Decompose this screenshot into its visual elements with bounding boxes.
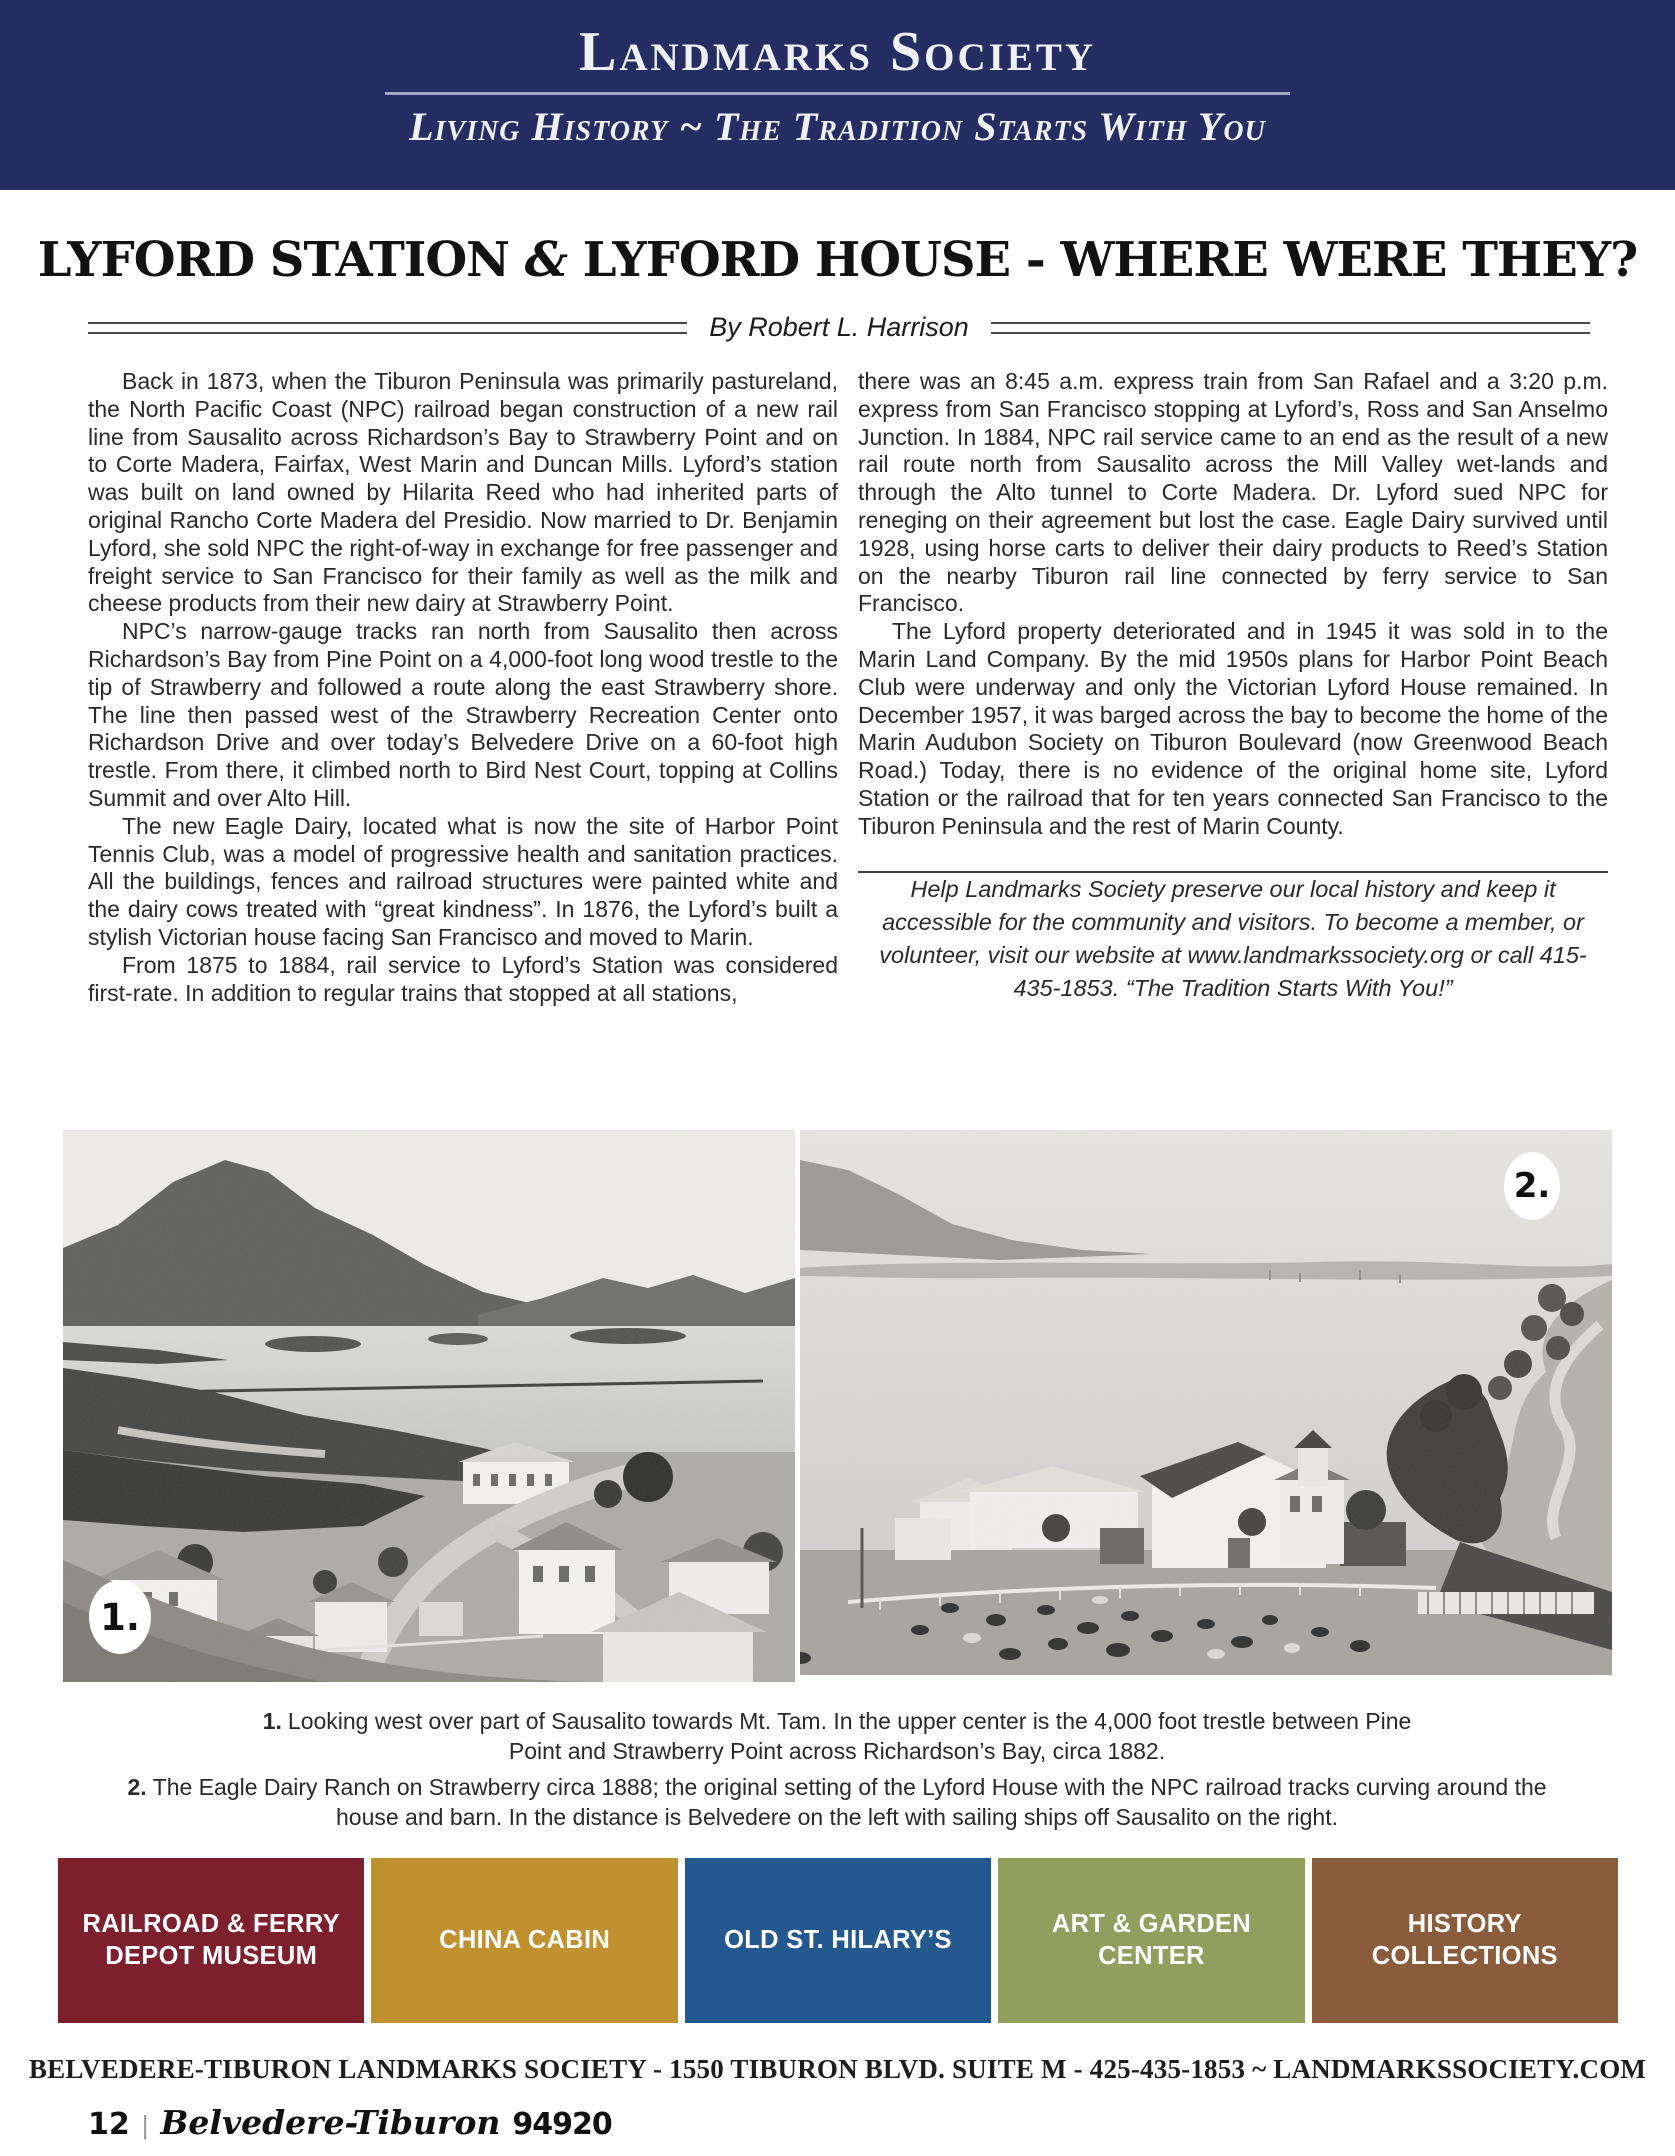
masthead [0,0,1675,190]
photo-sausalito-trestle [63,1130,795,1682]
caption-photo-1 [257,1706,1417,1766]
caption-1-text: Looking west over part of Sausalito towards Mt. Tam. In the upper center is the 4,000 foot trestle between Pine Point and Strawberry Point across Richardson’s Bay, circa 1882. [287,1708,1412,1764]
caption-photo-2 [112,1772,1562,1832]
article-column-left [88,368,838,1007]
article-title-ampersand: & [524,232,568,288]
site-box-china-cabin: CHINA CABIN [371,1858,677,2023]
site-box-railroad-ferry-depot-museum: RAILROAD & FERRY DEPOT MUSEUM [58,1858,364,2023]
publication-zip: 94920 [512,2107,612,2142]
article-body [88,368,1608,1007]
publication-name: Belvedere-Tiburon [160,2103,501,2142]
membership-callout: Help Landmarks Society preserve our local history and keep it accessible for the community and visitors. To become a member, or volunteer, visit our website at www.landmarkssociety.org or call 415-435-1853. “The Tradition Starts With You!” [879,875,1587,1001]
society-address-line: BELVEDERE-TIBURON LANDMARKS SOCIETY - 1550 TIBURON BLVD. SUITE M - 425-435-1853 ~ LANDMARKSSOCIETY.COM [28,2054,1647,2084]
paragraph: The Lyford property deteriorated and in 1945 it was sold in to the Marin Land Company. By the mid 1950s plans for Harbor Point Beach Club were underway and only the Victorian Lyford House remained. In December 1957, it was barged across the bay to become the home of the Marin Audubon Society on Tiburon Boulevard (now Greenwood Beach Road.) Today, there is no evidence of the original home site, Lyford Station or the railroad that for ten years connected San Francisco to the Tiburon Peninsula and the rest of Marin County. [858,618,1608,839]
article-column-right [858,368,1608,1007]
site-box-history-collections: HISTORY COLLECTIONS [1312,1858,1618,2023]
paragraph: there was an 8:45 a.m. express train from San Rafael and a 3:20 p.m. express from San Francisco stopping at Lyford’s, Ross and San Anselmo Junction. In 1884, NPC rail service came to an end as the result of a new rail route north from Sausalito across the Mill Valley wet-lands and through the Alto tunnel to Corte Madera. Dr. Lyford sued NPC for reneging on their agreement but lost the case. Eagle Dairy survived until 1928, using horse carts to deliver their dairy products to Reed’s Station on the nearby Tiburon rail line connected by ferry service to San Francisco. [858,368,1608,617]
caption-2-number: 2. [127,1774,147,1800]
byline-rule-right [991,322,1590,334]
photo-2-image [800,1130,1612,1675]
caption-1-number: 1. [262,1708,282,1734]
masthead-tagline: Living History ~ The Tradition Starts With You [409,103,1266,149]
paragraph: Back in 1873, when the Tiburon Peninsula was primarily pastureland, the North Pacific Coast (NPC) railroad began construction of a new rail line from Sausalito across Richardson’s Bay to Strawberry Point and on to Corte Madera, Fairfax, West Marin and Duncan Mills. Lyford’s station was built on land owned by Hilarita Reed who had inherited parts of original Rancho Corte Madera del Presidio. Now married to Dr. Benjamin Lyford, she sold NPC the right-of-way in exchange for free passenger and freight service to San Francisco for their family as well as the milk and cheese products from their new dairy at Strawberry Point. [88,368,838,617]
page-identifier [88,2103,612,2142]
article-title-post: LYFORD HOUSE - WHERE WERE THEY? [567,232,1638,288]
site-box-art-garden-center: ART & GARDEN CENTER [998,1858,1304,2023]
site-boxes-row [58,1858,1618,2023]
paragraph: The new Eagle Dairy, located what is now the site of Harbor Point Tennis Club, was a model of progressive health and sanitation practices. All the buildings, fences and railroad structures were painted white and the dairy cows treated with “great kindness”. In 1876, the Lyford’s built a stylish Victorian house facing San Francisco and moved to Marin. [88,812,838,950]
photo-1-image [63,1130,795,1682]
photo-2-number-badge: 2. [1504,1152,1560,1220]
photo-1-number-badge: 1. [89,1580,151,1654]
masthead-divider [385,92,1290,95]
paragraph: From 1875 to 1884, rail service to Lyford’s Station was considered first-rate. In addition to regular trains that stopped at all stations, [88,951,838,1006]
byline-rule-left [88,322,687,334]
masthead-title: Landmarks Society [578,21,1097,83]
byline-row [88,312,1590,343]
page-separator: | [141,2110,149,2140]
caption-2-text: The Eagle Dairy Ranch on Strawberry circa 1888; the original setting of the Lyford House with the NPC railroad tracks curving around the house and barn. In the distance is Belvedere on the left with sailing ships off Sausalito on the right. [152,1774,1547,1830]
site-box-old-st-hilarys: OLD ST. HILARY’S [685,1858,991,2023]
article-title-pre: LYFORD STATION [37,232,525,288]
article-title [0,232,1675,288]
photo-eagle-dairy-ranch [800,1130,1612,1675]
byline: By Robert L. Harrison [709,312,969,342]
paragraph: NPC’s narrow-gauge tracks ran north from Sausalito then across Richardson’s Bay from Pine Point on a 4,000-foot long wood trestle to the tip of Strawberry and followed a route along the east Strawberry shore. The line then passed west of the Strawberry Recreation Center onto Richardson Drive and over today’s Belvedere Drive on a 60-foot high trestle. From there, it climbed north to Bird Nest Court, topping at Collins Summit and over Alto Hill. [88,618,838,811]
page-number: 12 [88,2107,130,2142]
